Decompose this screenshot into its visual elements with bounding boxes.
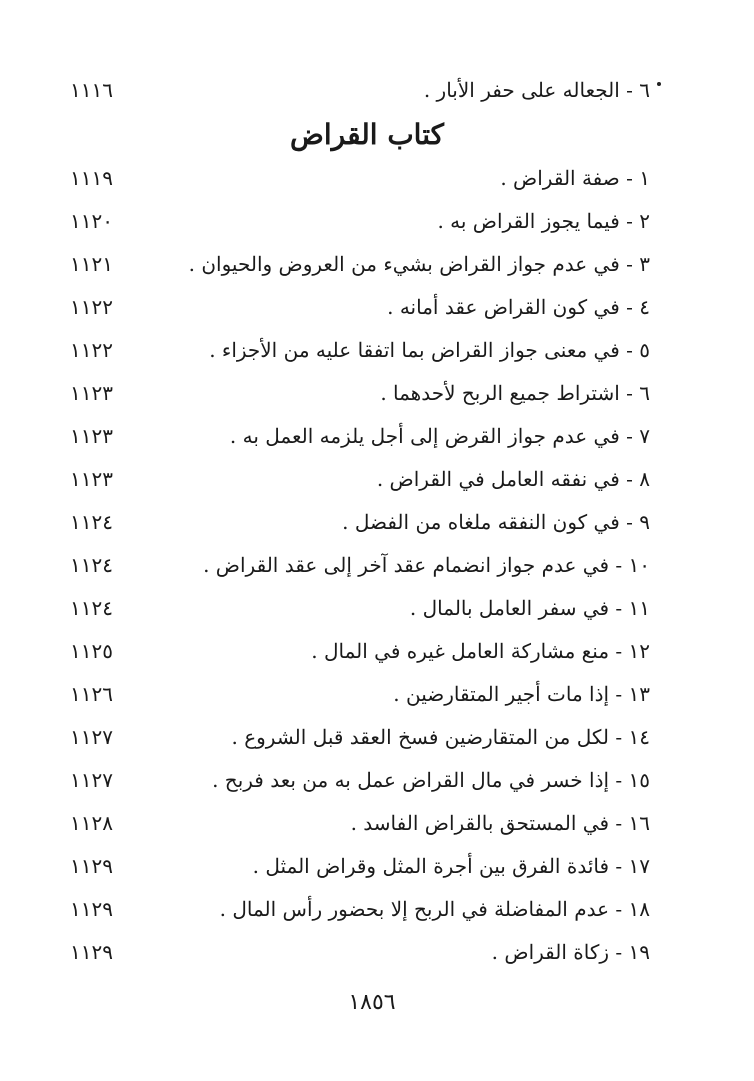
page-number-text: ١٨٥٦: [348, 990, 396, 1015]
entry-page: ١١٢٩: [70, 940, 113, 964]
toc-entry: [60, 461, 650, 501]
toc-entry: [60, 719, 650, 759]
entry-page: ١١٢٨: [70, 811, 113, 835]
entry-text: ١٥ - إذا خسر في مال القراض عمل به من بعد فربح .: [212, 768, 650, 792]
entry-text: ١٨ - عدم المفاضلة في الربح إلا بحضور رأس المال .: [219, 897, 650, 921]
entry-page: ١١١٩: [70, 166, 113, 190]
toc-entry: [60, 246, 650, 286]
entry-page: ١١٢٦: [70, 682, 113, 706]
entry-text: ١٢ - منع مشاركة العامل غيره في المال .: [311, 639, 650, 663]
toc-entry: [60, 891, 650, 931]
entry-text: ١٣ - إذا مات أجير المتقارضين .: [393, 682, 650, 706]
entry-text: ٥ - في معنى جواز القراض بما اتفقا عليه من الأجزاء .: [209, 338, 650, 362]
entry-page: ١١٢٣: [70, 424, 113, 448]
entry-page: ١١٢٢: [70, 295, 113, 319]
toc-entry: [60, 375, 650, 415]
section-title: كتاب القراض: [290, 118, 444, 151]
toc-entry: [60, 418, 650, 458]
entry-text: ١٧ - فائدة الفرق بين أجرة المثل وقراض المثل .: [252, 854, 650, 878]
entry-text: ١٠ - في عدم جواز انضمام عقد آخر إلى عقد القراض .: [203, 553, 650, 577]
entry-text: ٩ - في كون النفقه ملغاه من الفضل .: [342, 510, 650, 534]
entry-page: ١١٢٤: [70, 596, 113, 620]
toc-entry: [60, 590, 650, 630]
entry-page: ١١٢٣: [70, 381, 113, 405]
toc-entry: [60, 289, 650, 329]
entry-text: ١٩ - زكاة القراض .: [491, 940, 650, 964]
page-number: [0, 990, 754, 1015]
toc-entry: [60, 203, 650, 243]
entry-text: ٤ - في كون القراض عقد أمانه .: [387, 295, 650, 319]
toc-entry: [60, 676, 650, 716]
entry-page: ١١٢٤: [70, 510, 113, 534]
entry-text: ١ - صفة القراض .: [500, 166, 650, 190]
entry-page: ١١٢٧: [70, 768, 113, 792]
entry-page: ١١٢٣: [70, 467, 113, 491]
margin-dot: [657, 82, 661, 86]
entry-text: ١٦ - في المستحق بالقراض الفاسد .: [350, 811, 650, 835]
entry-page: ١١٢٩: [70, 897, 113, 921]
entry-text: ٦ - اشتراط جميع الربح لأحدهما .: [380, 381, 650, 405]
toc-entry: [60, 762, 650, 802]
toc-entry-pre: [60, 72, 650, 112]
toc-entry: [60, 633, 650, 673]
toc-entry: [60, 934, 650, 974]
toc-entry: [60, 547, 650, 587]
entry-text: ١١ - في سفر العامل بالمال .: [409, 596, 650, 620]
entry-text: ٢ - فيما يجوز القراض به .: [437, 209, 650, 233]
toc-entry: [60, 332, 650, 372]
toc-entry: [60, 805, 650, 845]
toc-entry: [60, 848, 650, 888]
toc-entry: [60, 160, 650, 200]
entry-page: ١١١٦: [70, 78, 113, 102]
entry-page: ١١٢٤: [70, 553, 113, 577]
entry-text: ٣ - في عدم جواز القراض بشيء من العروض والحيوان .: [188, 252, 650, 276]
entry-page: ١١٢٧: [70, 725, 113, 749]
entry-text: ٨ - في نفقه العامل في القراض .: [376, 467, 650, 491]
entry-text: ٦ - الجعاله على حفر الأبار .: [423, 78, 650, 102]
entry-text: ٧ - في عدم جواز القرض إلى أجل يلزمه العمل به .: [229, 424, 650, 448]
entry-page: ١١٢٩: [70, 854, 113, 878]
toc-entry: [60, 504, 650, 544]
entry-text: ١٤ - لكل من المتقارضين فسخ العقد قبل الشروع .: [231, 725, 650, 749]
entry-page: ١١٢٢: [70, 338, 113, 362]
entry-page: ١١٢٥: [70, 639, 113, 663]
entry-page: ١١٢١: [70, 252, 113, 276]
entry-page: ١١٢٠: [70, 209, 113, 233]
